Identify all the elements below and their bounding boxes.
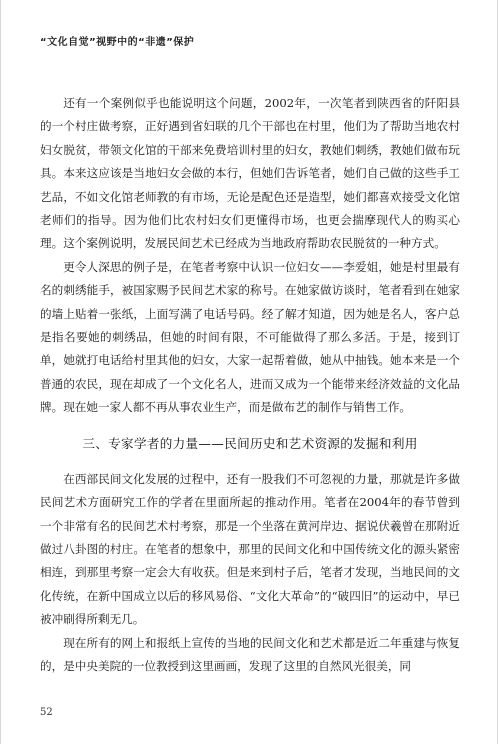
section-heading: 三、专家学者的力量——民间历史和艺术资源的发掘和利用 <box>82 435 418 451</box>
page-number: 52 <box>40 707 53 718</box>
paragraph: 在西部民间文化发展的过程中，还有一股我们不可忽视的力量，那就是许多做民间艺术方面研究工作的学者在里面所起的推动作用。笔者在2004年的春节曾到一个非常有名的民间艺术村考察，那是一个坐落在黄河岸边、据说伏羲曾在那附近做过八卦图的村庄。在笔者的想象中，那里的民间文化和中国传统文化的源头紧密相连，到那里考察一定会大有收获。但是来到村子后，笔者才发现，当地民间的文化传统，在新中国成立以后的移风易俗、“文化大革命”的“破四旧”的运动中，早已被冲刷得所剩无几。 <box>40 471 460 627</box>
running-header: “文化自觉”视野中的“非遗”保护 <box>40 37 195 48</box>
paragraph: 还有一个案例似乎也能说明这个问题，2002年，一次笔者到陕西省的阡阳县的一个村庄做考察，正好遇到省妇联的几个干部也在村里，他们为了帮助当地农村妇女脱贫，带领文化馆的干部来免费培训村里的妇女，教她们刺绣，教她们做布玩具。本来这应该是当地妇女会做的本行，但她们告诉笔者，她们自己做的这些手工艺品，不如文化馆老师教的有市场，无论是配色还是造型，她们都喜欢接受文化馆老师们的指导。因为他们比农村妇女们更懂得市场，也更会揣摩现代人的购买心理。这个案例说明，发展民间艺术已经成为当地政府帮助农民脱贫的一种方式。 <box>40 96 460 251</box>
paragraph: 更令人深思的例子是，在笔者考察中认识一位妇女——李爱姐，她是村里最有名的刺绣能手，被国家赐予民间艺术家的称号。在她家做访谈时，笔者看到在她家的墙上贴着一张纸，上面写满了电话号码。经了解才知道，因为她是名人，客户总是指名要她的刺绣品，但她的时间有限，不可能做得了那么多活。于是，接到订单，她就打电话给村里其他的妇女，大家一起帮着做，她从中抽钱。她本来是一个普通的农民，现在却成了一个文化名人，进而又成为一个能带来经济效益的文化品牌。现在她一家人都不再从事农业生产，而是做布艺的制作与销售工作。 <box>40 259 460 415</box>
paragraph: 现在所有的网上和报纸上宣传的当地的民间文化和艺术都是近二年重建与恢复的，是中央美院的一位教授到这里画画，发现了这里的自然风光很美，同 <box>40 635 460 673</box>
body-text <box>40 92 460 678</box>
